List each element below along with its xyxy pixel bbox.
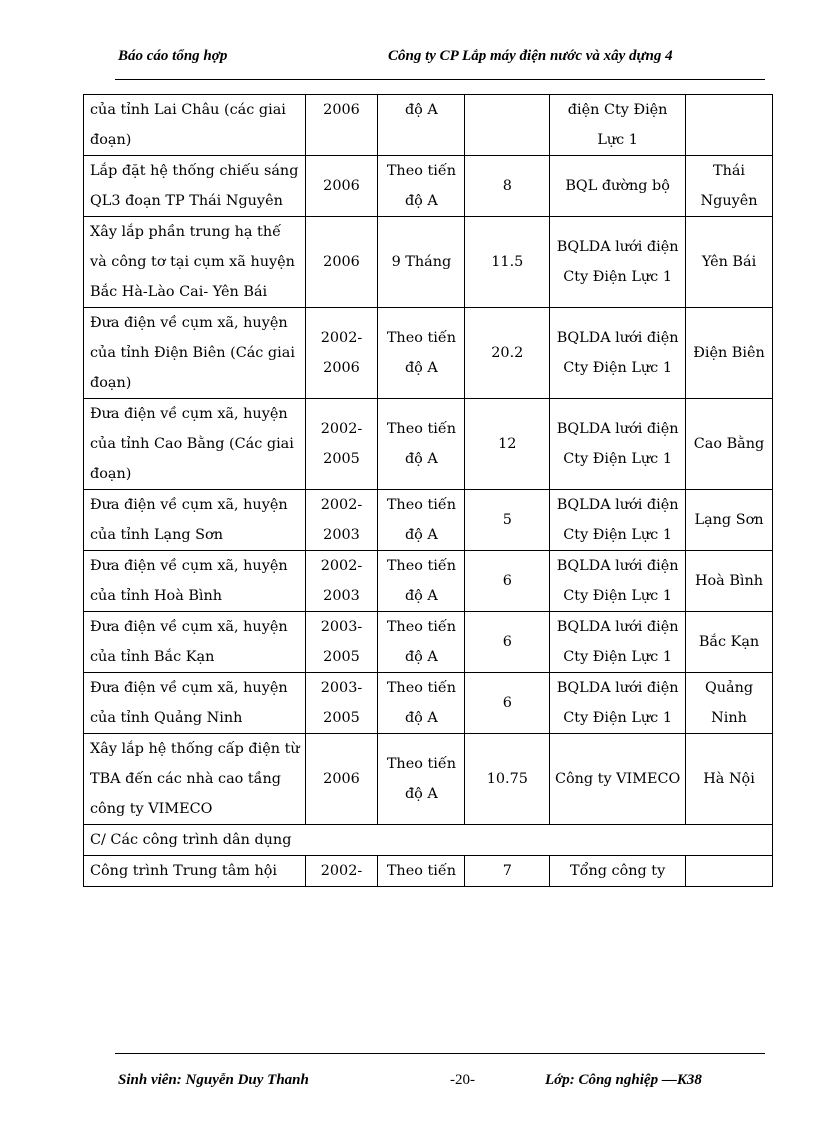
cell-location — [686, 856, 773, 887]
cell-year: 2002- — [305, 856, 378, 887]
cell-duration: Theo tiến độ A — [378, 612, 465, 673]
cell-description: Công trình Trung tâm hội — [84, 856, 306, 887]
footer-class: Lớp: Công nghiệp —K38 — [545, 1072, 702, 1088]
cell-duration: Theo tiến độ A — [378, 673, 465, 734]
cell-owner: BQLDA lưới điện Cty Điện Lực 1 — [550, 399, 686, 490]
cell-owner: BQLDA lưới điện Cty Điện Lực 1 — [550, 551, 686, 612]
page-header — [0, 48, 816, 72]
table-row — [84, 399, 773, 490]
cell-duration: 9 Tháng — [378, 217, 465, 308]
cell-duration: Theo tiến độ A — [378, 156, 465, 217]
cell-duration: Theo tiến độ A — [378, 490, 465, 551]
cell-description: Đưa điện về cụm xã, huyện của tỉnh Cao Bằng (Các giai đoạn) — [84, 399, 306, 490]
cell-description: Đưa điện về cụm xã, huyện của tỉnh Điện Biên (Các giai đoạn) — [84, 308, 306, 399]
header-left: Báo cáo tổng hợp — [118, 48, 228, 64]
cell-value: 11.5 — [465, 217, 550, 308]
cell-location: Cao Bằng — [686, 399, 773, 490]
cell-description: Đưa điện về cụm xã, huyện của tỉnh Hoà Bình — [84, 551, 306, 612]
cell-owner: BQLDA lưới điện Cty Điện Lực 1 — [550, 612, 686, 673]
table-row — [84, 95, 773, 156]
table-row — [84, 856, 773, 887]
table-row — [84, 490, 773, 551]
cell-location: Thái Nguyên — [686, 156, 773, 217]
cell-year: 2006 — [305, 95, 378, 156]
cell-year: 2003-2005 — [305, 673, 378, 734]
cell-owner: Tổng công ty — [550, 856, 686, 887]
cell-duration: Theo tiến độ A — [378, 734, 465, 825]
cell-owner: Công ty VIMECO — [550, 734, 686, 825]
table-row — [84, 734, 773, 825]
cell-description: Xây lắp phần trung hạ thế và công tơ tại cụm xã huyện Bắc Hà-Lào Cai- Yên Bái — [84, 217, 306, 308]
cell-year: 2006 — [305, 217, 378, 308]
cell-owner: BQLDA lưới điện Cty Điện Lực 1 — [550, 308, 686, 399]
cell-description: Đưa điện về cụm xã, huyện của tỉnh Lạng Sơn — [84, 490, 306, 551]
cell-owner: BQLDA lưới điện Cty Điện Lực 1 — [550, 673, 686, 734]
cell-owner: điện Cty Điện Lực 1 — [550, 95, 686, 156]
cell-value: 6 — [465, 673, 550, 734]
cell-year: 2002-2006 — [305, 308, 378, 399]
table-row — [84, 612, 773, 673]
cell-duration: Theo tiến độ A — [378, 399, 465, 490]
cell-value: 8 — [465, 156, 550, 217]
cell-year: 2006 — [305, 734, 378, 825]
table-row — [84, 156, 773, 217]
cell-duration: Theo tiến độ A — [378, 551, 465, 612]
cell-location: Bắc Kạn — [686, 612, 773, 673]
header-right: Công ty CP Lắp máy điện nước và xây dựng 4 — [388, 48, 673, 64]
section-heading: C/ Các công trình dân dụng — [84, 825, 773, 856]
cell-value: 12 — [465, 399, 550, 490]
cell-year: 2002-2003 — [305, 551, 378, 612]
cell-value: 6 — [465, 551, 550, 612]
cell-value: 5 — [465, 490, 550, 551]
cell-duration: Theo tiến độ A — [378, 308, 465, 399]
cell-owner: BQLDA lưới điện Cty Điện Lực 1 — [550, 490, 686, 551]
cell-location: Hoà Bình — [686, 551, 773, 612]
cell-description: Xây lắp hệ thống cấp điện từ TBA đến các nhà cao tầng công ty VIMECO — [84, 734, 306, 825]
section-row — [84, 825, 773, 856]
cell-owner: BQLDA lưới điện Cty Điện Lực 1 — [550, 217, 686, 308]
table-row — [84, 551, 773, 612]
table-row — [84, 217, 773, 308]
page-number: -20- — [450, 1072, 475, 1088]
cell-duration: độ A — [378, 95, 465, 156]
table-row — [84, 673, 773, 734]
cell-description: của tỉnh Lai Châu (các giai đoạn) — [84, 95, 306, 156]
cell-location: Điện Biên — [686, 308, 773, 399]
cell-value: 6 — [465, 612, 550, 673]
cell-value: 7 — [465, 856, 550, 887]
cell-description: Đưa điện về cụm xã, huyện của tỉnh Bắc Kạn — [84, 612, 306, 673]
cell-value — [465, 95, 550, 156]
cell-description: Đưa điện về cụm xã, huyện của tỉnh Quảng Ninh — [84, 673, 306, 734]
cell-location: Yên Bái — [686, 217, 773, 308]
cell-value: 20.2 — [465, 308, 550, 399]
table-row — [84, 308, 773, 399]
cell-duration: Theo tiến — [378, 856, 465, 887]
cell-location — [686, 95, 773, 156]
cell-location: Hà Nội — [686, 734, 773, 825]
cell-value: 10.75 — [465, 734, 550, 825]
cell-year: 2003-2005 — [305, 612, 378, 673]
footer-rule — [115, 1053, 765, 1054]
project-table — [83, 94, 773, 887]
page-footer — [0, 1072, 816, 1096]
cell-year: 2002-2005 — [305, 399, 378, 490]
cell-location: Lạng Sơn — [686, 490, 773, 551]
footer-student: Sinh viên: Nguyễn Duy Thanh — [118, 1072, 309, 1088]
cell-location: Quảng Ninh — [686, 673, 773, 734]
cell-description: Lắp đặt hệ thống chiếu sáng QL3 đoạn TP Thái Nguyên — [84, 156, 306, 217]
header-rule — [115, 79, 765, 80]
cell-owner: BQL đường bộ — [550, 156, 686, 217]
cell-year: 2002-2003 — [305, 490, 378, 551]
cell-year: 2006 — [305, 156, 378, 217]
